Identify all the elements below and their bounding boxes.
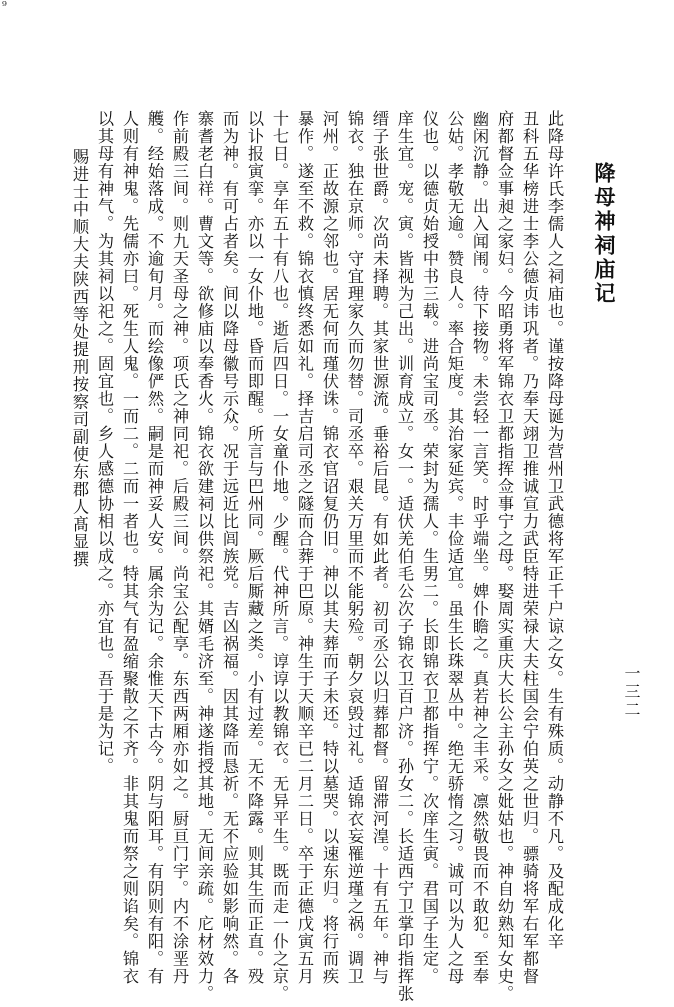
text-column: 府都督佥事昶之家妇。今昭勇将军锦衣卫都指挥佥事宁之母。娶周实重庆大长公主孙女之妣姑也。神自幼熟知女史。	[495, 110, 514, 1003]
text-column: 庠生宜。宠。寅。皆视为己出。训育成立。女一。适伏羌伯毛公次子锦衣卫百户济。孙女二。长适西宁卫掌印指挥张	[395, 110, 414, 1003]
text-column: 人则有神鬼。先儒亦曰。死生人鬼。一而二。二而一者也。特其气有盈缩聚散之不齐。非其鬼而祭之则谄矣。锦衣	[120, 110, 139, 985]
text-column: 缙子张世爵。次尚未择聘。其家世源流。垂裕后昆。有如此者。初司丞公以归葬都督。留滞河湟。十有五年。神与	[370, 110, 389, 985]
text-column: 十七日。享年五十有八也。逝后四日。一女童仆地。少醒。代神所言。谆谆以教锦衣。无异平生。既而走一仆之京。	[270, 110, 289, 1003]
text-column: 幽闲沉静。出入闻闱。待下接物。未尝轻一言笑。时乎端坐。婢仆瞻之。真若神之丰采。凛然敬畏而不敢犯。至奉	[470, 110, 489, 985]
author-signature: 赐进士中顺大夫陕西等处提刑按察司副使东郡人髙显撰	[70, 148, 89, 568]
text-column: 作前殿三间。则九天圣母之神。项氏之神同祀。后殿三间。尚宝公配享。东西两厢亦如之。厨亘门宇。内不涂垩丹	[170, 110, 189, 985]
text-column: 以讣报寅挛。亦以一女仆地。昏而即醒。所言与巴州同。厥后厮藏之类。小有过差。无不降露。则其生而正直。殁	[245, 110, 264, 985]
text-column: 寨耆老白祥。曹文等。欲修庙以奉香火。锦衣欲建祠以供祭祀。其婿毛济至。神遂指授其地。无间亲疏。庀材效力。	[195, 110, 214, 1003]
text-column: 丑科五华榜进士李公德贞讳巩者。乃奉天翊卫推诚宣力武臣特进荣禄大夫柱国会宁伯英之世归。骠骑将军右军都督	[520, 110, 539, 985]
text-column: 公姑。孝敬无逾。赞良人。率合矩度。其治家延宾。丰俭适宜。虽生长珠翠丛中。绝无骄惰之习。诚可以为人之母	[445, 110, 464, 985]
text-column: 河州。正故源之邻也。居无何而瑾伏诛。锦衣官诏复仍旧。神以其夫葬而子未还。特以墓哭。以速东归。将行而疾	[320, 110, 339, 985]
text-column: 仪也。以德贞始授中书三载。进尚宝司丞。荣封为孺人。生男二。长即锦衣卫都指挥宁。次庠生寅。君国子生定。	[420, 110, 439, 985]
text-column: 暴作。遂至不救。锦衣慎终悉如礼。择吉启司丞之隧而合葬于巴原。神生于天顺辛已二月二日。卒于正德戊寅五月	[295, 110, 314, 985]
page-number: 一三二	[622, 665, 641, 719]
text-column: 锦衣。独在京师。守宜理家久而勿替。司丞卒。艰关万里而不能躬殓。朝夕哀毁过礼。适锦衣妄罹逆瑾之祸。调卫	[345, 110, 364, 985]
text-column: 艧。经始落成。不逾旬月。而绘像俨然。嗣是而神妥人安。属余为记。余惟天下古今。阴与阳耳。有阴则有阳。有	[145, 110, 164, 985]
article-body	[67, 110, 616, 1003]
article-title: 降母神祠庙记	[592, 162, 616, 306]
corner-mark: ⁹	[2, 0, 7, 13]
text-column: 以其母有神气。为其祠以祀之。固宜也。乡人感德协相以成之。亦宜也。吾于是为记。	[95, 110, 114, 775]
text-column: 而为神。有可占者矣。间以降母徽号示众。况于远近比闾族党。吉凶祸福。因其降而恳祈。无不应验如影响然。各	[220, 110, 239, 985]
text-column: 此降母许氏李儒人之祠庙也。谨按降母诞为营州卫武德将军正千户谅之女。生有殊质。动静不凡。及配成化辛	[545, 110, 564, 950]
